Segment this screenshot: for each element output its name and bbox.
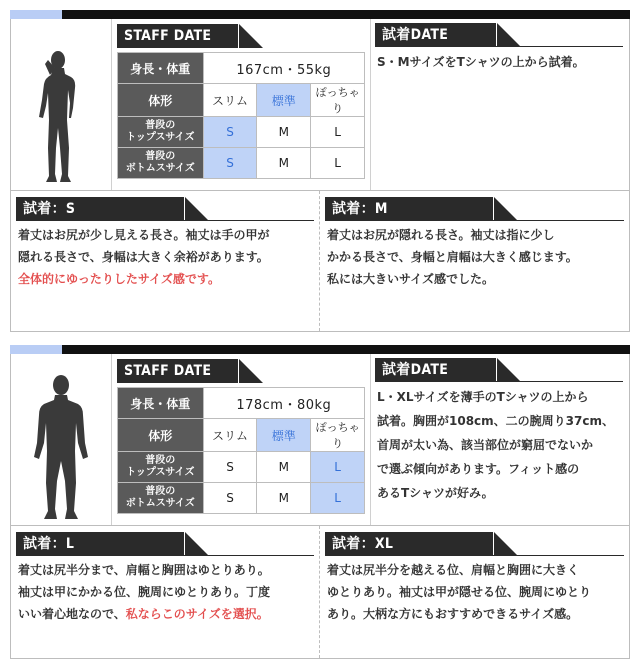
bottoms-size-option-selected: L [311, 483, 365, 514]
tryon-size-s-panel [11, 191, 320, 331]
tops-size-label-line-1: 普段の [145, 120, 176, 131]
staff-block-2 [10, 345, 630, 659]
tryon-data-panel [371, 354, 629, 525]
block-accent [10, 10, 62, 19]
tryon-size-l-title: 試着：L [16, 532, 184, 556]
person-on-phone-silhouette-icon [31, 48, 91, 188]
height-weight-value: 167cm・55kg [203, 53, 364, 84]
desc-text: いい着心地なので、 [18, 607, 126, 621]
desc-line: 着丈は尻半分を越える位、肩幅と胸囲に大きく [327, 563, 580, 577]
ribbon-underline [16, 220, 314, 221]
block-frame [10, 19, 630, 332]
bottoms-size-label-line-1: 普段の [145, 486, 176, 497]
tryon-date-title: 試着DATE [375, 358, 496, 382]
person-standing-silhouette-icon [28, 373, 94, 523]
body-type-option-selected: 標準 [257, 419, 311, 452]
silhouette-cell [11, 354, 112, 525]
desc-line: 私には大きいサイズ感でした。 [327, 272, 495, 286]
tryon-size-m-description [325, 221, 624, 290]
ribbon-underline [325, 555, 624, 556]
bottoms-size-label [118, 483, 204, 514]
body-type-option: スリム [203, 419, 257, 452]
tops-size-label-line-2: トップスサイズ [126, 467, 195, 478]
tryon-description [375, 382, 623, 505]
tryon-size-l-description [16, 556, 314, 625]
desc-line-highlight: 全体的にゆったりしたサイズ感です。 [18, 272, 220, 286]
bottoms-size-option: S [203, 483, 257, 514]
desc-text-highlight: 私ならこのサイズを選択。 [125, 607, 269, 621]
tops-size-option-selected: S [203, 117, 257, 148]
bottoms-size-option: M [257, 148, 311, 179]
tryon-text-line: S・MサイズをTシャツの上から試着。 [377, 55, 585, 69]
bottoms-size-label-line-1: 普段の [145, 151, 176, 162]
bottoms-size-option: L [311, 148, 365, 179]
desc-line: かかる長さで、身幅と肩幅は大きく感じます。 [327, 250, 578, 264]
tryon-description [375, 47, 623, 74]
tryon-size-xl-description [325, 556, 624, 625]
ribbon-underline [375, 381, 623, 382]
tryon-date-title: 試着DATE [375, 23, 496, 47]
tops-size-label [118, 117, 204, 148]
body-type-option: スリム [203, 84, 257, 117]
body-type-label: 体形 [118, 84, 204, 117]
ribbon-underline [16, 555, 314, 556]
tops-size-option-selected: L [311, 452, 365, 483]
staff-data-panel [112, 19, 371, 190]
staff-block-1 [10, 10, 630, 332]
bottoms-size-option: M [257, 483, 311, 514]
tops-size-option: S [203, 452, 257, 483]
block-accent [10, 345, 62, 354]
block-top-bar [10, 10, 630, 19]
height-weight-label: 身長・体重 [118, 388, 204, 419]
staff-spec-table [117, 52, 365, 179]
tryon-size-s-title: 試着：S [16, 197, 184, 221]
tops-size-label-line-1: 普段の [145, 455, 176, 466]
tryon-text-line: あるTシャツが好み。 [377, 486, 494, 500]
staff-date-title: STAFF DATE [117, 359, 238, 383]
staff-data-panel [112, 354, 371, 525]
tops-size-option: L [311, 117, 365, 148]
body-type-option-selected: 標準 [257, 84, 311, 117]
tryon-text-line: 首周が太い為、該当部位が窮屈でないか [377, 438, 594, 452]
tops-size-option: M [257, 452, 311, 483]
block-top-bar [10, 345, 630, 354]
bottoms-size-label [118, 148, 204, 179]
desc-line [18, 603, 314, 625]
tryon-size-xl-panel [320, 526, 629, 658]
height-weight-label: 身長・体重 [118, 53, 204, 84]
tops-size-label-line-2: トップスサイズ [126, 132, 195, 143]
block-frame [10, 354, 630, 659]
tryon-size-m-panel [320, 191, 629, 331]
body-type-option: ぽっちゃり [311, 419, 365, 452]
tryon-text-line: L・XLサイズを薄手のTシャツの上から [377, 390, 589, 404]
tryon-size-l-panel [11, 526, 320, 658]
desc-line: ゆとりあり。袖丈は甲が隠せる位、腕周にゆとり [327, 585, 592, 599]
tops-size-option: M [257, 117, 311, 148]
tryon-data-panel [371, 19, 629, 190]
bottoms-size-label-line-2: ボトムスサイズ [125, 163, 195, 174]
body-type-label: 体形 [118, 419, 204, 452]
ribbon-underline [325, 220, 624, 221]
desc-line: あり。大柄な方にもおすすめできるサイズ感。 [327, 607, 579, 621]
tryon-size-s-description [16, 221, 314, 290]
tryon-size-m-title: 試着：M [325, 197, 493, 221]
desc-line: 袖丈は甲にかかる位、腕周にゆとりあり。丁度 [18, 585, 271, 599]
ribbon-underline [375, 46, 623, 47]
tryon-text-line: 試着。胸囲が108cm、二の腕周り37cm、 [377, 414, 614, 428]
tryon-size-xl-title: 試着：XL [325, 532, 493, 556]
desc-line: 着丈はお尻が隠れる長さ。袖丈は指に少し [327, 228, 555, 242]
tryon-text-line: で選ぶ傾向があります。フィット感の [377, 462, 580, 476]
desc-line: 隠れる長さで、身幅は大きく余裕があります。 [18, 250, 269, 264]
bottoms-size-label-line-2: ボトムスサイズ [125, 498, 195, 509]
desc-line: 着丈は尻半分まで、肩幅と胸囲はゆとりあり。 [18, 563, 270, 577]
staff-spec-table [117, 387, 365, 514]
bottoms-size-option-selected: S [203, 148, 257, 179]
silhouette-cell [11, 19, 112, 190]
tops-size-label [118, 452, 204, 483]
staff-date-title: STAFF DATE [117, 24, 238, 48]
desc-line: 着丈はお尻が少し見える長さ。袖丈は手の甲が [18, 228, 270, 242]
height-weight-value: 178cm・80kg [203, 388, 364, 419]
body-type-option: ぽっちゃり [311, 84, 365, 117]
